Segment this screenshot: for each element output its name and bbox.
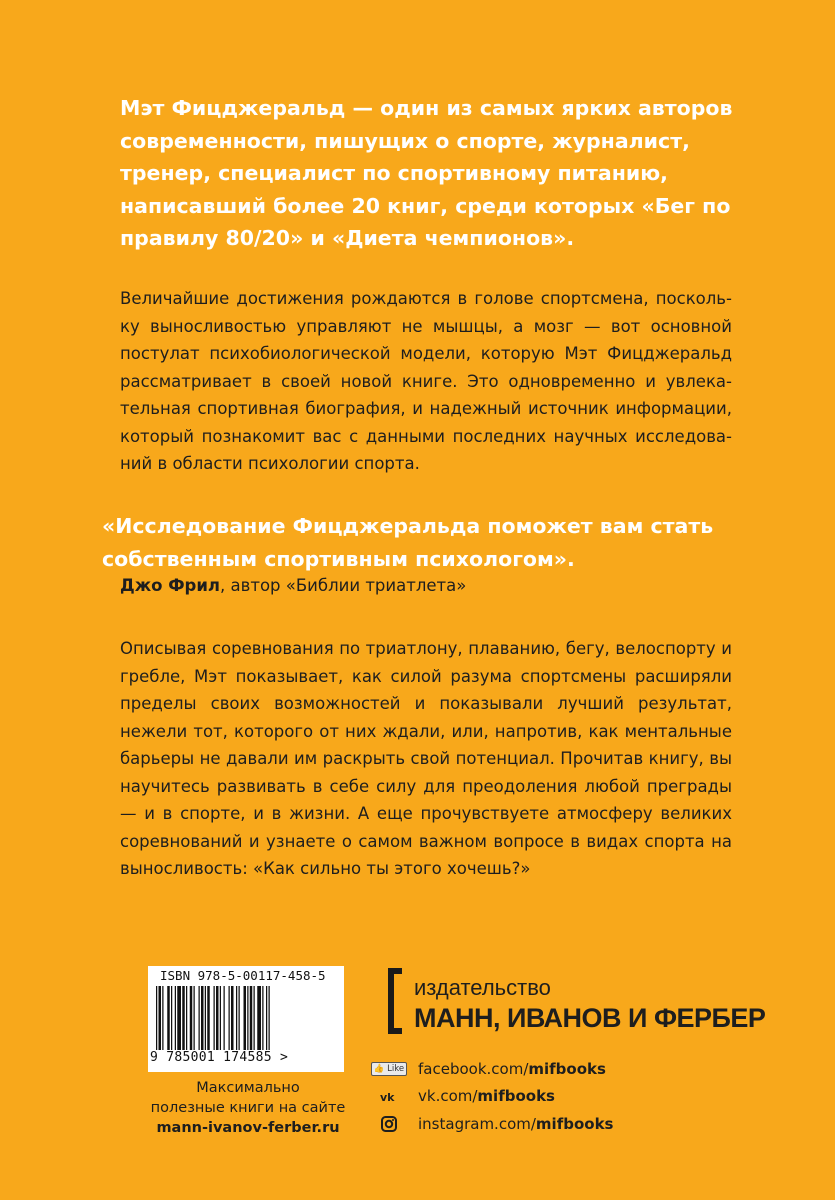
vk-prefix: vk.com/ <box>418 1087 478 1105</box>
svg-text:vk: vk <box>380 1091 395 1102</box>
author-intro: Мэт Фицджеральд — один из самых ярких авторов современности, пишущих о спорте, журналист, тренер, специалист по спортивному питанию, написавший более 20 книг, среди которых «Бег по правилу 80/20» и «Диета чемпионов». <box>120 96 733 250</box>
vk-handle: mifbooks <box>477 1087 555 1105</box>
publisher-label: издательство <box>414 975 551 1000</box>
instagram-prefix: instagram.com/ <box>418 1115 536 1133</box>
description-paragraph-1: Величайшие достижения рождаются в голове спортсмена, поскольку выносливостью управляют не мышцы, а мозг — вот основной постулат психобиологической модели, которую Мэт Фицджеральд рассматривает в своей новой книге. Это одновременно и увлекательная спортивная биография, и надежный источник информации, который познакомит вас с данными последних научных исследований в области психологии спорта. <box>120 289 732 473</box>
vk-icon <box>370 1087 408 1105</box>
barcode-bars-icon <box>156 986 336 1050</box>
site-promo-line2: полезные книги на сайте <box>150 1100 346 1116</box>
testimonial-attribution <box>120 574 466 598</box>
site-promo-line1: Максимально <box>196 1080 300 1096</box>
publisher-name: МАНН, ИВАНОВ И ФЕРБЕР <box>414 1003 766 1033</box>
description-paragraph-2: Описывая соревнования по триатлону, плаванию, бегу, велоспорту и гребле, Мэт показывает, как силой разума спортсмены расширяли пределы своих возможностей и показывали лучший результат, нежели тот, которого от них ждали, или, напротив, как ментальные барьеры не давали им раскрыть свой потенциал. Прочитав книгу, вы научитесь развивать в себе силу для преодоления любой преграды — и в спорте, и в жизни. А еще прочувствуете атмосферу великих соревнований и узнаете о самом важном вопросе в видах спорта на выносливость: «Как сильно ты этого хочешь?» <box>120 639 732 878</box>
testimonial-quote: «Исследование Фицджеральда поможет вам стать собственным спортивным психологом». <box>102 514 714 571</box>
quote-author-name: Джо Фрил <box>120 576 221 595</box>
vk-link[interactable] <box>370 1087 555 1105</box>
facebook-prefix: facebook.com/ <box>418 1060 529 1078</box>
site-url-link[interactable]: mann-ivanov-ferber.ru <box>156 1120 340 1136</box>
quote-author-title: , автор «Библии триатлета» <box>220 576 467 595</box>
instagram-link[interactable] <box>370 1115 613 1133</box>
isbn-label: ISBN 978-5-00117-458-5 <box>160 968 326 983</box>
isbn-barcode <box>148 966 344 1072</box>
instagram-icon <box>370 1115 408 1133</box>
instagram-handle: mifbooks <box>535 1115 614 1133</box>
publisher-bracket-icon <box>388 968 402 1034</box>
site-promo <box>148 1078 348 1138</box>
ean-digits: 9 785001 174585 > <box>150 1050 289 1065</box>
facebook-like-icon: 👍 Like <box>370 1060 408 1078</box>
facebook-handle: mifbooks <box>528 1060 606 1078</box>
facebook-link[interactable] <box>370 1060 606 1078</box>
